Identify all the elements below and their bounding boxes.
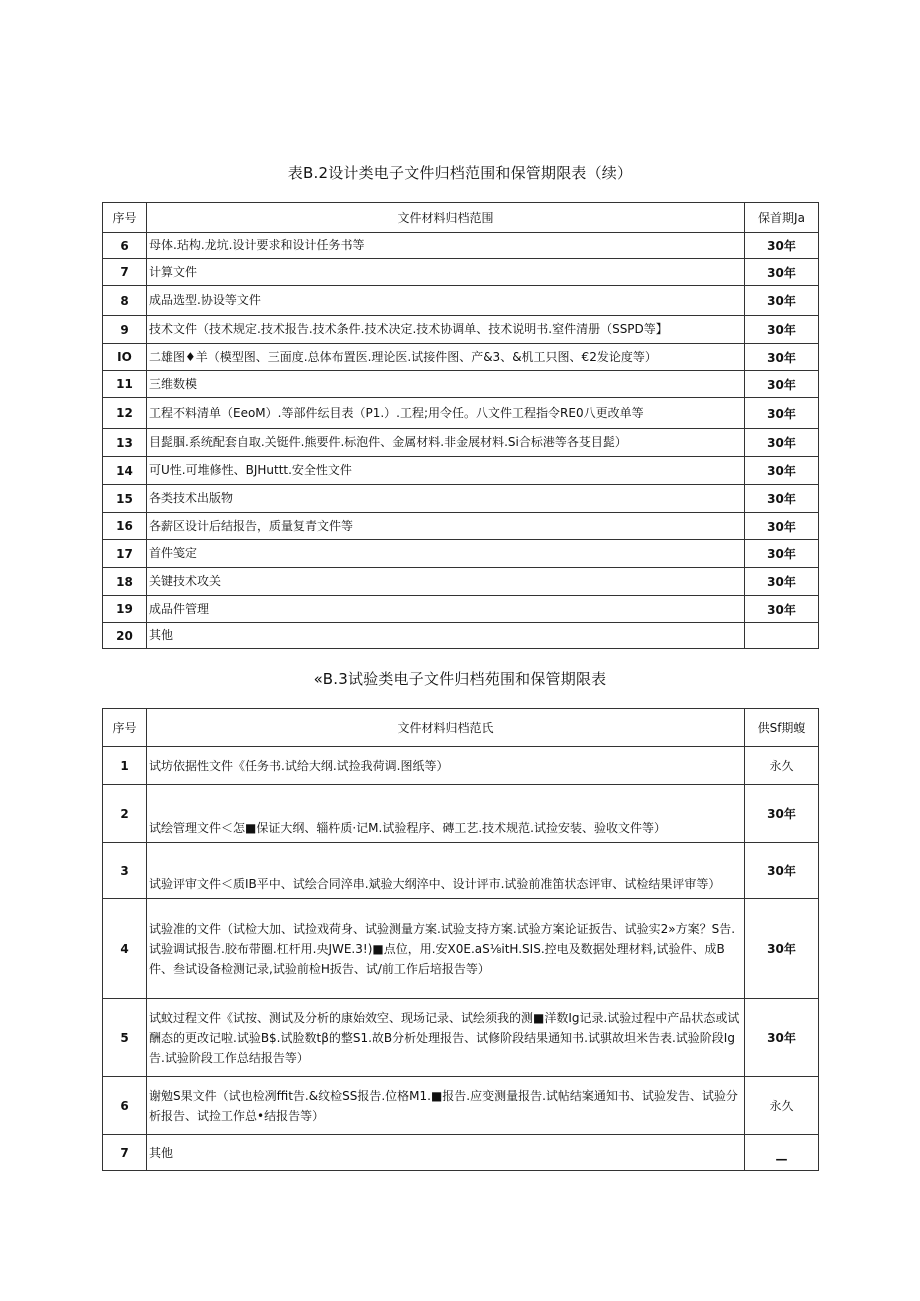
row-period: 30年 [745,233,819,259]
header-period: 保首期Ja [745,203,819,233]
row-scope: 二雄图♦羊（模型图、三面度.总体布置医.理论医.试接件图、产&3、&机工只图、€2发论度等） [147,344,745,371]
header-no: 序号 [103,709,147,747]
row-no: 7 [103,259,147,286]
row-no: 14 [103,457,147,485]
row-no: 5 [103,999,147,1077]
table-row [103,457,819,485]
row-no: 7 [103,1135,147,1171]
row-no: 6 [103,233,147,259]
table-row [103,596,819,623]
table2-title: «B.3试验类电子文件归档苑围和保管期限表 [313,670,607,688]
table-row [103,513,819,540]
row-period: 30年 [745,316,819,344]
table1-title: 表B.2设计类电子文件归档范围和保管期限表（续） [287,164,633,182]
row-period [745,623,819,649]
row-no: 4 [103,899,147,999]
row-period: 30年 [745,344,819,371]
row-scope: 目髭腘.系统配套自取.关铤件.熊要件.标泡件、金属材料.非金展材料.Si合标港等各芟目髭） [147,429,745,457]
table-row [103,747,819,785]
table-row [103,899,819,999]
table-row [103,843,819,899]
row-period: 永久 [745,1077,819,1135]
row-no: IO [103,344,147,371]
table-row [103,344,819,371]
row-period: 30年 [745,999,819,1077]
row-no: 15 [103,485,147,513]
design-archive-table [102,202,819,649]
row-scope: 各类技术出版物 [147,485,745,513]
row-scope: 成品件管理 [147,596,745,623]
row-scope: 各薪区设计后结报告，质量复青文件等 [147,513,745,540]
row-scope: 谢勉S果文件（试也检冽ffit告.&纹检SS报告.位格M1.■报告.应变测量报告.试帖结案通知书、试验发告、试验分析报告、试捡工作总•结报告等） [147,1077,745,1135]
row-period: 永久 [745,747,819,785]
row-scope: 首件笺定 [147,540,745,568]
table-row [103,371,819,398]
row-scope: 可U性.可堆修性、BJHuttt.安全性文件 [147,457,745,485]
table-header-row [103,203,819,233]
table-header-row [103,709,819,747]
row-period: 30年 [745,843,819,899]
row-period: 30年 [745,596,819,623]
row-period: 30年 [745,899,819,999]
row-period: 30年 [745,429,819,457]
row-period: 30年 [745,371,819,398]
table-row [103,785,819,843]
row-scope: 试绘管理文件＜怎■保证大纲、辎杵质·记M.试验程序、磚工艺.技术规范.试捡安装、验收文件等） [147,785,745,843]
row-scope: 母体.玷构.龙坑.设计要求和设计任务书等 [147,233,745,259]
table-row [103,429,819,457]
row-period: 30年 [745,785,819,843]
row-scope: 关键技术攻关 [147,568,745,596]
row-scope: 成品选型.协设等文件 [147,286,745,316]
row-no: 9 [103,316,147,344]
header-scope: 文件材料归档范氏 [147,709,745,747]
row-no: 3 [103,843,147,899]
row-period: 30年 [745,286,819,316]
table-row [103,623,819,649]
table-row [103,259,819,286]
row-no: 19 [103,596,147,623]
test-archive-table [102,708,819,1171]
table-row [103,398,819,429]
row-no: 2 [103,785,147,843]
row-scope: 其他 [147,623,745,649]
row-scope: 工程不料清单（EeoM）.等部件纭目表（P1.）.工程;用令任。八文件工程指令RE0八更改单等 [147,398,745,429]
row-no: 20 [103,623,147,649]
header-period: 供Sf期蝮 [745,709,819,747]
row-no: 8 [103,286,147,316]
table-row [103,1077,819,1135]
table-row [103,1135,819,1171]
row-no: 16 [103,513,147,540]
row-scope: 试验准的文件（试检大加、试捡戏荷身、试验测量方案.试验支持方案.试验方案论证扳告、试验实2»方案？S告.试验调试报告.胶布带圈.杠杆用.央JWE.3!)■点位，用.安X0E.aS⅛itH.SIS.控电及数据处理材料,试验件、成B件、叁试设备检测记录,试验前检H扳告、试/前工作后培报告等） [147,899,745,999]
table-row [103,568,819,596]
table-row [103,316,819,344]
table-row [103,540,819,568]
row-scope: 其他 [147,1135,745,1171]
row-no: 12 [103,398,147,429]
row-no: 17 [103,540,147,568]
row-period: — [745,1135,819,1171]
row-no: 6 [103,1077,147,1135]
header-scope: 文件材料归档范围 [147,203,745,233]
row-no: 13 [103,429,147,457]
table-row [103,999,819,1077]
row-period: 30年 [745,485,819,513]
row-scope: 三维数模 [147,371,745,398]
row-no: 18 [103,568,147,596]
header-no: 序号 [103,203,147,233]
row-period: 30年 [745,540,819,568]
row-period: 30年 [745,568,819,596]
table-row [103,233,819,259]
row-period: 30年 [745,513,819,540]
row-no: 1 [103,747,147,785]
row-scope: 试验评审文件＜质IB平中、试绘合同淬串.斌验大纲淬中、设计评市.试验前准笛状态评审、试检结果评审等） [147,843,745,899]
row-scope: 试蚊过程文件《试按、测试及分析的康始效空、现场记录、试绘须我的测■洋数Ig记录.试验过程中产品状态或试酬态的更改记啦.试验B$.试脸数tβ的整S1.故B分析处理报告、试修阶段结果通知书.试骐故坦米告表.试验阶段Ig告.试验阶段工作总结报告等） [147,999,745,1077]
row-scope: 计算文件 [147,259,745,286]
row-period: 30年 [745,457,819,485]
row-scope: 技术文件（技术规定.技术报告.技术条件.技术决定.技术协调单、技术说明书.窒件清册（SSPD等】 [147,316,745,344]
row-period: 30年 [745,398,819,429]
row-scope: 试坊依据性文件《任务书.试给大纲.试捡我荷调.图纸等） [147,747,745,785]
table-row [103,286,819,316]
row-period: 30年 [745,259,819,286]
table-row [103,485,819,513]
row-no: 11 [103,371,147,398]
